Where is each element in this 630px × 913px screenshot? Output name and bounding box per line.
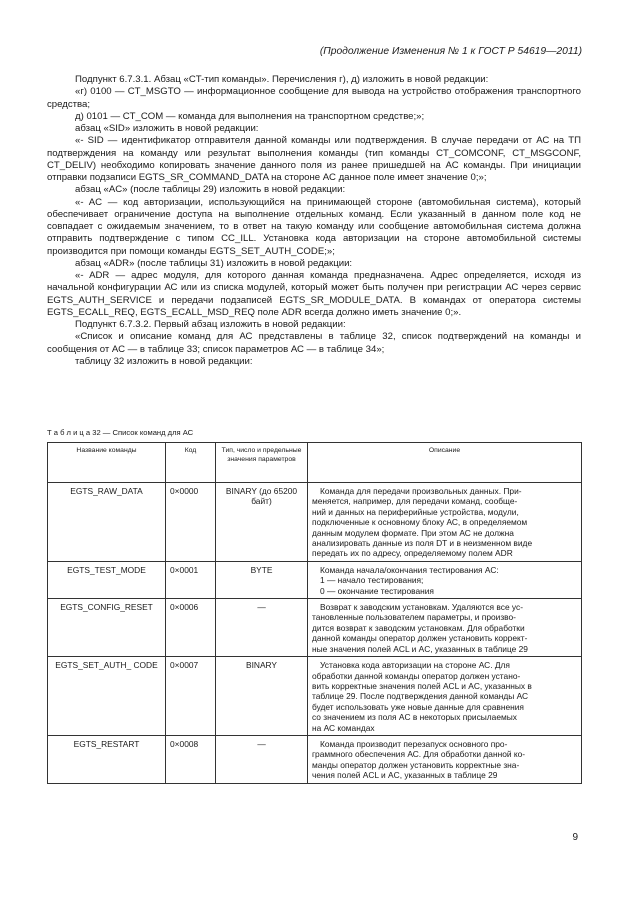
description-line: меняется, например, для передачи команд, сообще-	[312, 496, 518, 507]
command-code: 0×0007	[166, 657, 216, 736]
command-description	[308, 735, 582, 783]
description-line: Установка кода авторизации на стороне АС. Для	[320, 660, 510, 671]
description-line: обработки данной команды оператор должен устано-	[312, 670, 521, 681]
paragraph: таблицу 32 изложить в новой редакции:	[75, 355, 253, 367]
description-line: со значением из поля AC в некоторых присылаемых	[312, 712, 517, 723]
description-line: тановленные пользователем параметры, и произво-	[312, 612, 516, 623]
column-header-name: Название команды	[48, 443, 166, 483]
command-name: EGTS_CONFIG_RESET	[48, 599, 166, 657]
description-line: на АС командах	[312, 722, 375, 733]
description-line: манды оператор должен установить корректные зна-	[312, 759, 520, 770]
description-line: 1 — начало тестирования;	[320, 575, 424, 586]
description-line: ные значения полей ACL и AC, указанных в таблице 29	[312, 643, 528, 654]
running-header: (Продолжение Изменения № 1 к ГОСТ Р 54619—2011)	[319, 46, 582, 57]
description-line: вить корректные значения полей ACL и AC, указанных в	[312, 680, 532, 691]
command-type: —	[216, 735, 308, 783]
description-line: граммного обеспечения АС. Для обработки данной ко-	[312, 749, 526, 760]
command-code: 0×0000	[166, 483, 216, 562]
column-header-type: Тип, число и предельные значения параметров	[216, 443, 308, 483]
command-description	[308, 599, 582, 657]
description-line: Команда производит перезапуск основного про-	[320, 738, 508, 749]
command-type: BYTE	[216, 561, 308, 598]
table-caption: Т а б л и ц а 32 — Список команд для АС	[47, 428, 194, 437]
description-line: Возврат к заводским установкам. Удаляются все ус-	[320, 602, 523, 613]
description-line: Команда начала/окончания тестирования АС:	[320, 564, 499, 575]
command-description	[308, 657, 582, 736]
command-name: EGTS_RAW_DATA	[48, 483, 166, 562]
description-line: будет использовать уже новые данные для сравнения	[312, 701, 524, 712]
commands-table	[47, 442, 582, 784]
paragraph: «- SID — идентификатор отправителя данной команды или подтверждения. В случае передачи от АС на ТП подтверждения на команду или результат выполнения команды (тип команды CT_COMCONF, CT_MSGCONF, CT_DELIV) необходимо копировать значение данного поля из ранее пришедшей на АС команды. При инициации отправки подзаписи EGTS_SR_COMMAND_DATA на стороне АС данное поле имеет значение 0;»;	[47, 135, 581, 183]
page-number: 9	[572, 832, 578, 843]
column-header-description: Описание	[308, 443, 582, 483]
command-description	[308, 561, 582, 598]
description-line: ний и данных на периферийные устройства, модули,	[312, 506, 519, 517]
description-line: передать их по адресу, определяемому полем ADR	[312, 548, 513, 559]
table-row	[48, 561, 582, 598]
column-header-code: Код	[166, 443, 216, 483]
command-description	[308, 483, 582, 562]
paragraph: абзац «SID» изложить в новой редакции:	[75, 123, 259, 134]
command-code: 0×0008	[166, 735, 216, 783]
description-line: таблице 29. После подтверждения данной команды АС	[312, 691, 529, 702]
command-name: EGTS_TEST_MODE	[48, 561, 166, 598]
description-line: подключенные к основному блоку АС, в определяемом	[312, 517, 528, 528]
table-row	[48, 599, 582, 657]
command-type: BINARY (до 65200 байт)	[216, 483, 308, 562]
command-type: BINARY	[216, 657, 308, 736]
table-header-row	[48, 443, 582, 483]
paragraph: «г) 0100 — CT_MSGTO — информационное сообщение для вывода на устройство отображения транспортного средства;	[47, 86, 581, 110]
command-code: 0×0001	[166, 561, 216, 598]
description-line: 0 — окончание тестирования	[320, 585, 434, 596]
command-type: —	[216, 599, 308, 657]
description-line: анализировать данные из поля DT и в неизменном виде	[312, 538, 533, 549]
description-line: чения полей ACL и AC, указанных в таблице 29	[312, 770, 498, 781]
table-row	[48, 483, 582, 562]
description-line: Команда для передачи произвольных данных. При-	[320, 486, 522, 496]
command-code: 0×0006	[166, 599, 216, 657]
body-text	[47, 74, 581, 368]
paragraph: Подпункт 6.7.3.2. Первый абзац изложить в новой редакции:	[75, 319, 346, 330]
paragraph: «Список и описание команд для АС представлены в таблице 32, список подтверждений на команды и сообщения от АС — в таблице 33; список параметров АС — в таблице 34»;	[47, 331, 581, 355]
paragraph: абзац «ADR» (после таблицы 31) изложить в новой редакции:	[75, 257, 353, 269]
paragraph: д) 0101 — CT_COM — команда для выполнения на транспортном средстве;»;	[75, 110, 425, 122]
description-line: данным модулем формате. При этом АС не должна	[312, 527, 514, 538]
paragraph: «- AC — код авторизации, использующийся на принимающей стороне (автомобильная система), который обеспечивает ограничение доступа на выполнение отдельных команд. Если указанный в данном поле код не совпадает с ожидаемым значением, то в ответ на такую команду или сообщение автомобильная система должна отправить подтверждение с типом CC_ILL. Установка кода авторизации на стороне автомобильной системы производится при помощи команды EGTS_SET_AUTH_CODE;»;	[47, 196, 581, 257]
paragraph: «- ADR — адрес модуля, для которого данная команда предназначена. Адрес определяется, исходя из начальной конфигурации АС или из списка модулей, который может быть получен при регистрации АС через сервис EGTS_AUTH_SERVICE и передачи подзаписей EGTS_SR_MODULE_DATA. В командах от оператора системы EGTS_ECALL_REQ, EGTS_ECALL_MSD_REQ поле ADR всегда должно иметь значение 0;».	[47, 270, 581, 318]
paragraph: абзац «AC» (после таблицы 29) изложить в новой редакции:	[75, 184, 346, 196]
description-line: данной команды оператор должен установить коррект-	[312, 633, 528, 644]
description-line: дится возврат к заводским установкам. Для обработки	[312, 622, 525, 633]
table-row	[48, 657, 582, 736]
command-name: EGTS_RESTART	[48, 735, 166, 783]
command-name: EGTS_SET_AUTH_ CODE	[48, 657, 166, 736]
paragraph: Подпункт 6.7.3.1. Абзац «CT-тип команды». Перечисления г), д) изложить в новой редакции:	[75, 74, 489, 85]
table-row	[48, 735, 582, 783]
